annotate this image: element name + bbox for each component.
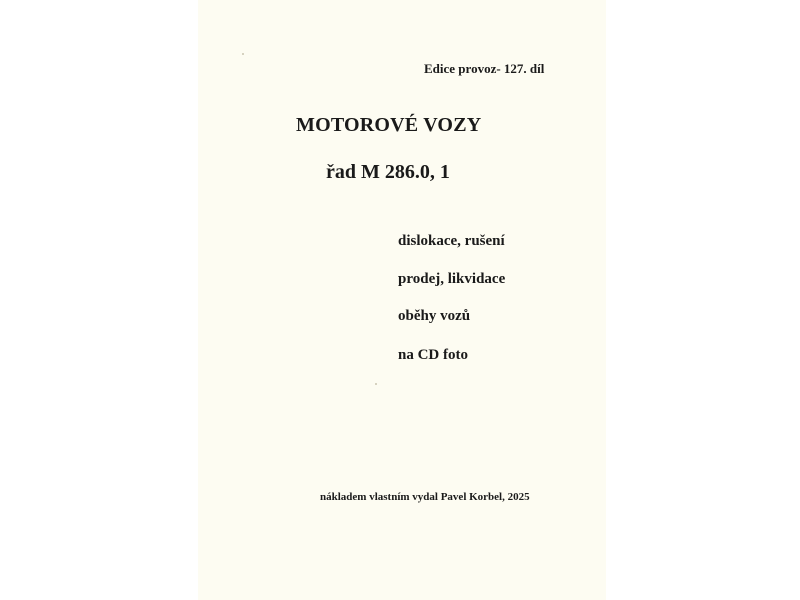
document-page <box>198 0 606 600</box>
topic-item: dislokace, rušení <box>398 233 505 249</box>
topic-item: oběhy vozů <box>398 308 471 324</box>
paper-speck <box>375 383 377 385</box>
topic-item: prodej, likvidace <box>398 271 506 287</box>
edition-label: Edice provoz- 127. díl <box>424 61 545 76</box>
publisher-imprint: nákladem vlastním vydal Pavel Korbel, 2025 <box>320 491 530 503</box>
document-title: MOTOROVÉ VOZY <box>296 114 482 136</box>
topic-item: na CD foto <box>398 347 468 363</box>
paper-speck <box>242 53 244 55</box>
document-subtitle: řad M 286.0, 1 <box>326 161 450 183</box>
